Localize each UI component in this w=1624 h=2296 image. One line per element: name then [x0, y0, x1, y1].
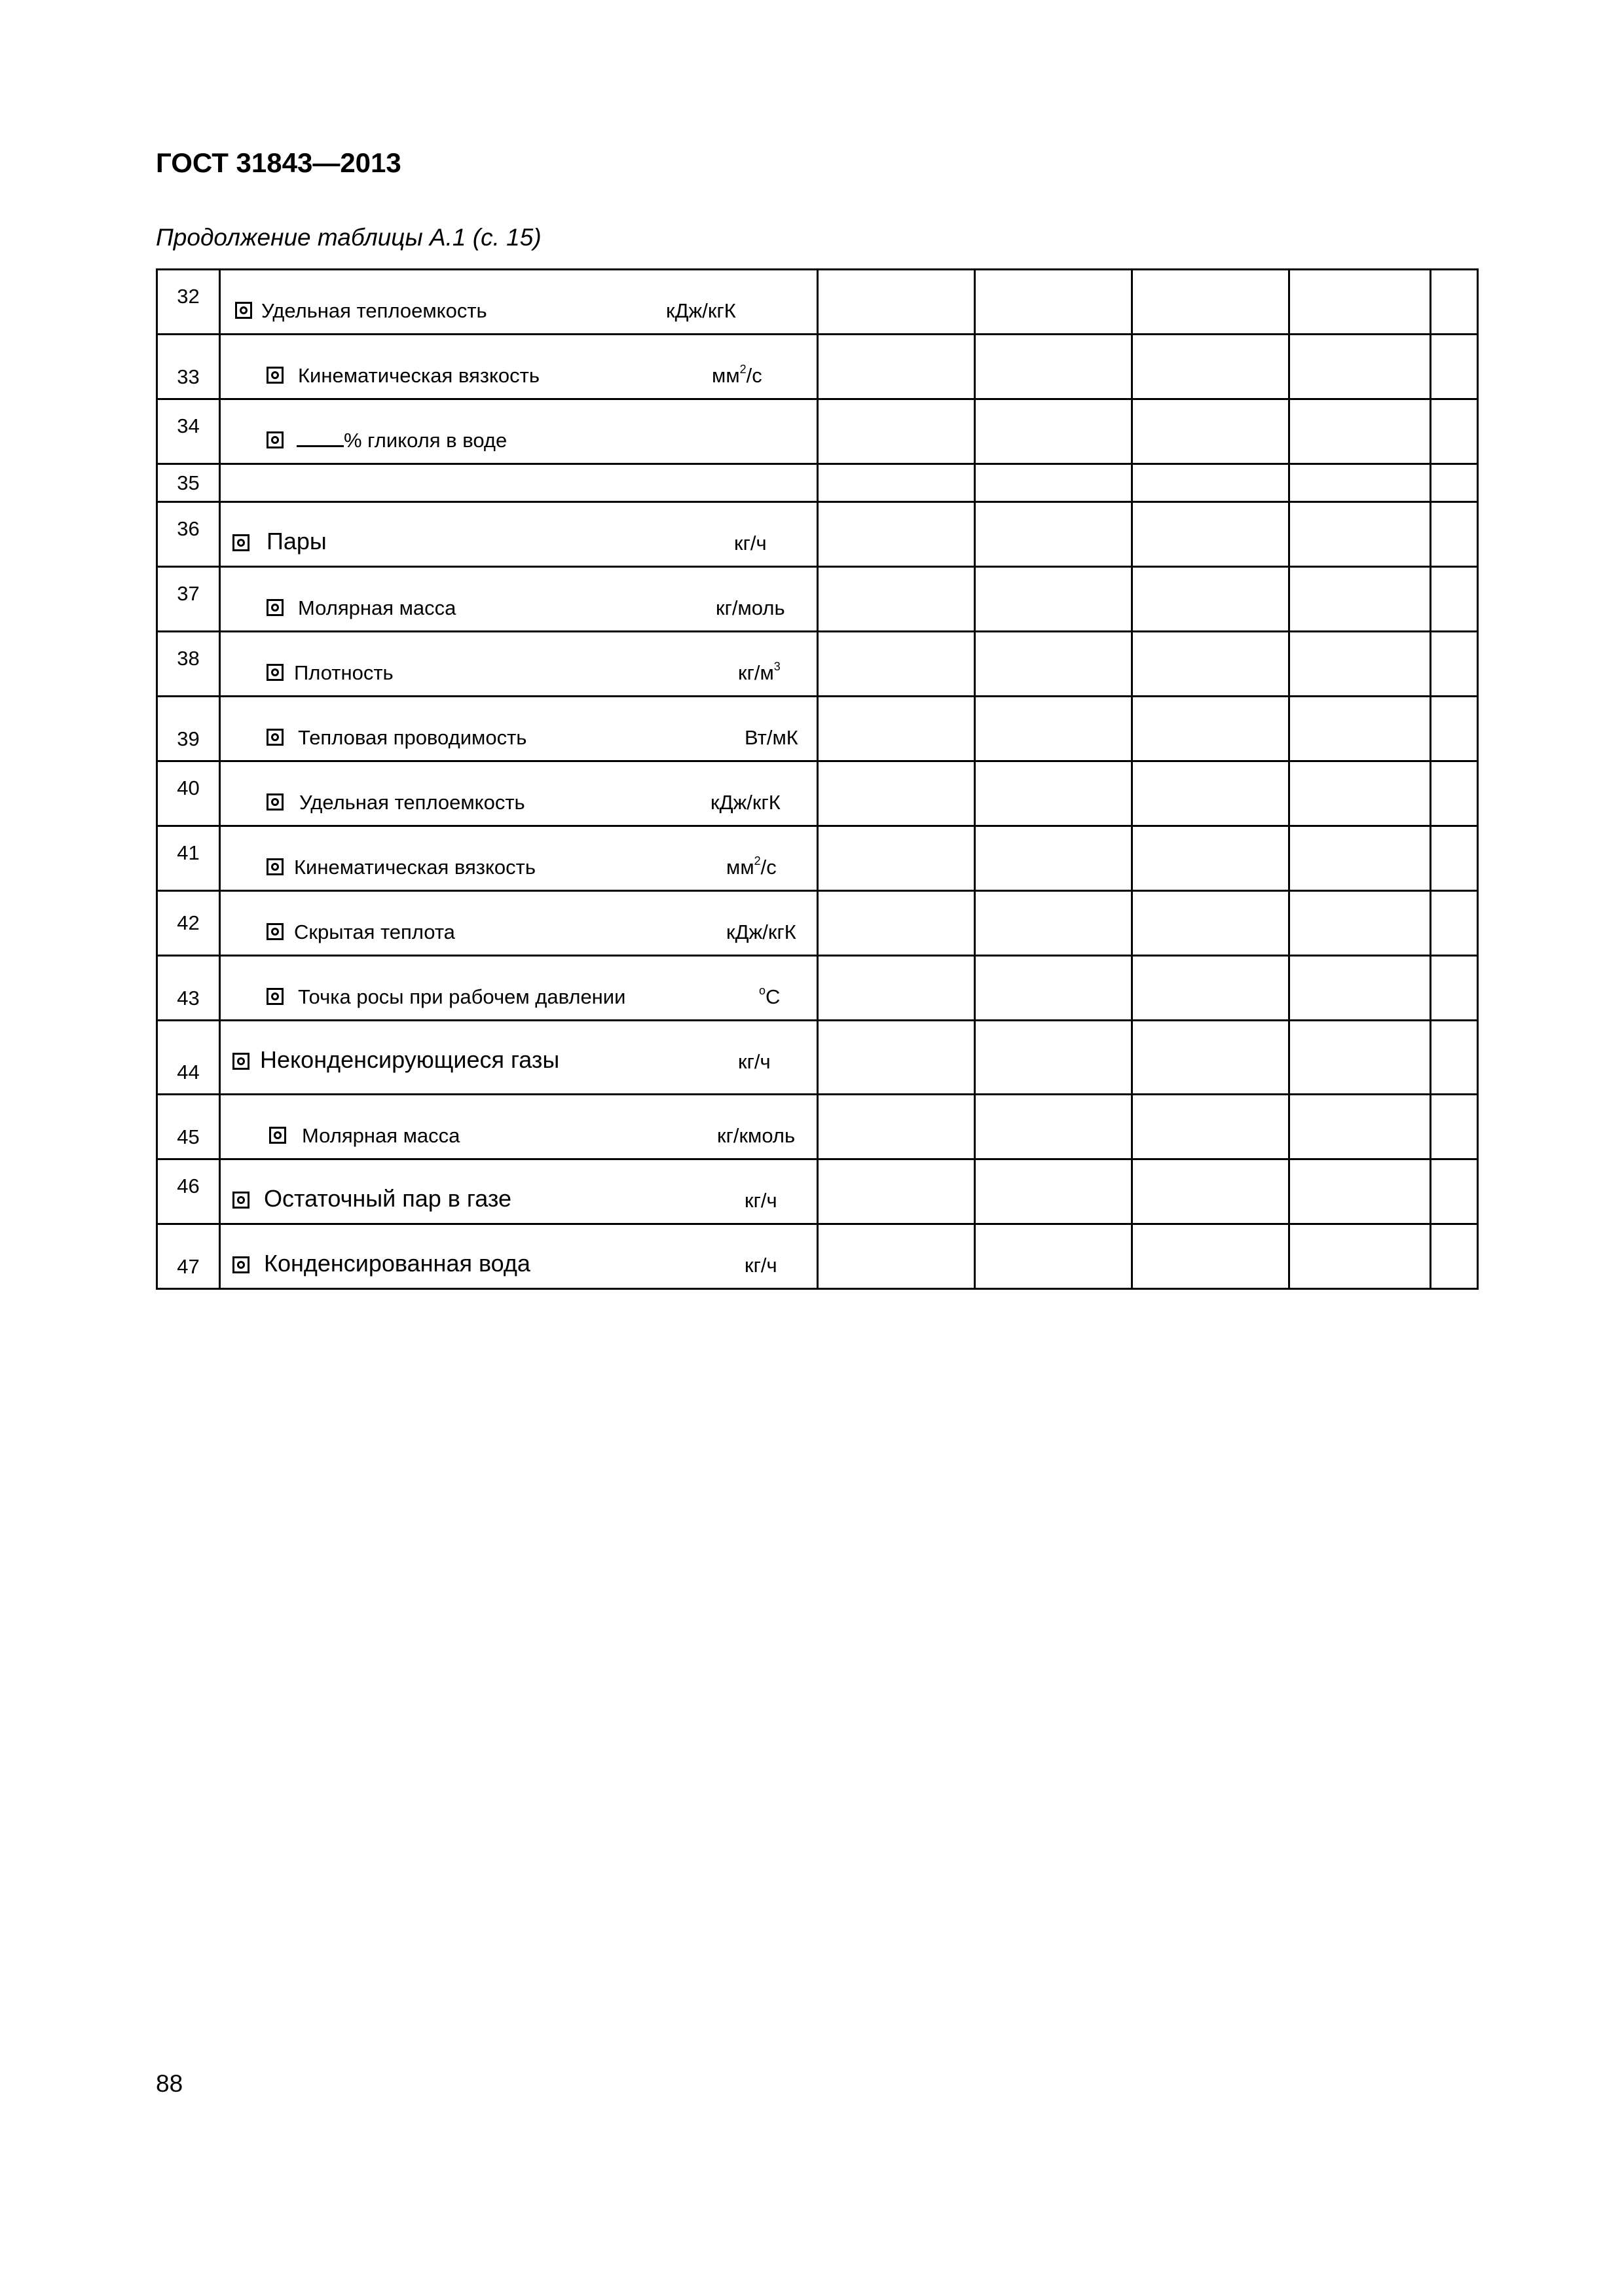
row-number: 36 — [177, 517, 200, 540]
table-row — [157, 399, 1478, 464]
parameter-label: Удельная теплоемкость — [299, 791, 525, 814]
checkbox-icon[interactable] — [232, 1053, 249, 1070]
value-cell[interactable] — [1289, 399, 1431, 464]
value-cell[interactable] — [1132, 632, 1289, 697]
parameter-label: Тепловая проводимость — [298, 726, 527, 749]
unit-label: $кг/м^3$ — [738, 660, 781, 684]
checkbox-icon[interactable] — [267, 431, 284, 448]
value-cell[interactable] — [975, 1021, 1132, 1095]
value-cell[interactable] — [818, 399, 975, 464]
parameter-label: Конденсированная вода — [264, 1250, 530, 1277]
checkbox-icon[interactable] — [232, 534, 249, 551]
parameters-table — [156, 268, 1479, 1290]
checkbox-icon[interactable] — [269, 1127, 286, 1144]
row-number: 47 — [177, 1255, 200, 1278]
value-cell[interactable] — [1431, 1095, 1478, 1159]
value-cell[interactable] — [975, 335, 1132, 399]
checkbox-icon[interactable] — [267, 367, 284, 384]
parameter-label: Неконденсирующиеся газы — [260, 1046, 560, 1073]
value-cell[interactable] — [818, 1095, 975, 1159]
value-cell[interactable] — [1132, 335, 1289, 399]
value-cell[interactable] — [1132, 761, 1289, 826]
table-row — [157, 464, 1478, 502]
value-cell[interactable] — [975, 567, 1132, 632]
value-cell[interactable] — [1431, 1224, 1478, 1289]
table-row — [157, 567, 1478, 632]
page-number: 88 — [156, 2070, 183, 2097]
value-cell[interactable] — [1132, 956, 1289, 1021]
value-cell[interactable] — [818, 1224, 975, 1289]
value-cell[interactable] — [818, 1021, 975, 1095]
value-cell[interactable] — [1431, 270, 1478, 335]
value-cell[interactable] — [1289, 1159, 1431, 1224]
table-row — [157, 502, 1478, 567]
checkbox-icon[interactable] — [232, 1256, 249, 1273]
value-cell[interactable] — [1431, 826, 1478, 891]
row-number: 44 — [177, 1061, 200, 1084]
value-cell[interactable] — [1431, 632, 1478, 697]
row-number: 34 — [177, 414, 200, 437]
value-cell[interactable] — [1289, 464, 1431, 502]
row-number: 32 — [177, 285, 200, 308]
value-cell[interactable] — [1431, 891, 1478, 956]
parameter-label: Остаточный пар в газе — [264, 1185, 511, 1212]
value-cell[interactable] — [1132, 502, 1289, 567]
value-cell[interactable] — [975, 956, 1132, 1021]
value-cell[interactable] — [818, 826, 975, 891]
value-cell[interactable] — [1289, 335, 1431, 399]
value-cell[interactable] — [1431, 956, 1478, 1021]
value-cell[interactable] — [818, 632, 975, 697]
value-cell[interactable] — [1289, 1095, 1431, 1159]
row-number: 45 — [177, 1125, 200, 1148]
value-cell[interactable] — [818, 761, 975, 826]
value-cell[interactable] — [1132, 891, 1289, 956]
table-row — [157, 335, 1478, 399]
value-cell[interactable] — [818, 335, 975, 399]
row-number: 40 — [177, 776, 200, 799]
unit-label: кДж/кгК — [666, 299, 736, 322]
parameter-label: Точка росы при рабочем давлении — [298, 985, 626, 1008]
value-cell[interactable] — [1289, 1224, 1431, 1289]
unit-label: кг/ч — [734, 532, 767, 555]
parameter-label: Плотность — [294, 661, 394, 684]
checkbox-icon[interactable] — [267, 988, 284, 1005]
value-cell[interactable] — [1431, 1159, 1478, 1224]
row-number: 43 — [177, 987, 200, 1010]
checkbox-icon[interactable] — [267, 923, 284, 940]
value-cell[interactable] — [1132, 1159, 1289, 1224]
value-cell[interactable] — [1132, 1095, 1289, 1159]
value-cell[interactable] — [1132, 1224, 1289, 1289]
unit-label: кг/моль — [716, 596, 785, 619]
value-cell[interactable] — [1132, 464, 1289, 502]
value-cell[interactable] — [1289, 632, 1431, 697]
value-cell[interactable] — [1132, 270, 1289, 335]
checkbox-icon[interactable] — [267, 729, 284, 746]
unit-label: кДж/кгК — [726, 920, 796, 943]
value-cell[interactable] — [1431, 335, 1478, 399]
table-row — [157, 1095, 1478, 1159]
unit-label: $мм^2/с$ — [712, 363, 762, 387]
row-number: 42 — [177, 911, 200, 934]
table-row — [157, 891, 1478, 956]
parameter-label: Молярная масса — [298, 596, 456, 619]
glycol-percent-field[interactable] — [297, 428, 344, 447]
row-number: 41 — [177, 841, 200, 864]
checkbox-icon[interactable] — [267, 793, 284, 811]
table-row — [157, 826, 1478, 891]
checkbox-icon[interactable] — [267, 599, 284, 616]
value-cell[interactable] — [975, 761, 1132, 826]
value-cell[interactable] — [975, 1159, 1132, 1224]
table-row — [157, 270, 1478, 335]
parameter-label: Скрытая теплота — [294, 920, 455, 943]
checkbox-icon[interactable] — [267, 858, 284, 875]
value-cell[interactable] — [1431, 399, 1478, 464]
value-cell[interactable] — [1289, 502, 1431, 567]
parameter-label: % гликоля в воде — [297, 428, 507, 452]
row-number: 33 — [177, 365, 200, 388]
value-cell[interactable] — [1431, 761, 1478, 826]
table-row — [157, 1159, 1478, 1224]
value-cell[interactable] — [1132, 826, 1289, 891]
checkbox-icon[interactable] — [232, 1192, 249, 1209]
value-cell[interactable] — [1431, 502, 1478, 567]
value-cell[interactable] — [1289, 956, 1431, 1021]
blank-parameter-cell[interactable] — [220, 464, 818, 502]
value-cell[interactable] — [818, 567, 975, 632]
value-cell[interactable] — [975, 1224, 1132, 1289]
unit-label: $мм^2/с$ — [726, 854, 777, 879]
table-row — [157, 956, 1478, 1021]
value-cell[interactable] — [1132, 399, 1289, 464]
value-cell[interactable] — [1289, 1021, 1431, 1095]
value-cell[interactable] — [818, 697, 975, 761]
table-row — [157, 761, 1478, 826]
document-code: ГОСТ 31843—2013 — [156, 147, 401, 178]
value-cell[interactable] — [1132, 1021, 1289, 1095]
value-cell[interactable] — [818, 891, 975, 956]
table-row — [157, 632, 1478, 697]
unit-label: кг/ч — [738, 1050, 771, 1073]
checkbox-icon[interactable] — [235, 302, 252, 319]
value-cell[interactable] — [975, 502, 1132, 567]
value-cell[interactable] — [1289, 826, 1431, 891]
value-cell[interactable] — [1431, 464, 1478, 502]
unit-label: кг/ч — [745, 1254, 777, 1277]
checkbox-icon[interactable] — [267, 664, 284, 681]
value-cell[interactable] — [975, 826, 1132, 891]
row-number: 46 — [177, 1175, 200, 1197]
value-cell[interactable] — [975, 632, 1132, 697]
value-cell[interactable] — [1132, 697, 1289, 761]
table-row — [157, 1224, 1478, 1289]
value-cell[interactable] — [818, 270, 975, 335]
value-cell[interactable] — [818, 464, 975, 502]
value-cell[interactable] — [1289, 891, 1431, 956]
value-cell[interactable] — [1289, 697, 1431, 761]
parameter-label: Удельная теплоемкость — [261, 299, 487, 322]
value-cell[interactable] — [975, 1095, 1132, 1159]
table-row — [157, 697, 1478, 761]
value-cell[interactable] — [818, 502, 975, 567]
value-cell[interactable] — [818, 1159, 975, 1224]
value-cell[interactable] — [975, 464, 1132, 502]
parameter-label: Молярная масса — [302, 1124, 460, 1147]
unit-label: кг/ч — [745, 1189, 777, 1212]
table-row — [157, 1021, 1478, 1095]
row-number: 37 — [177, 582, 200, 605]
value-cell[interactable] — [1132, 567, 1289, 632]
row-number: 35 — [177, 471, 200, 494]
value-cell[interactable] — [975, 270, 1132, 335]
value-cell[interactable] — [1431, 1021, 1478, 1095]
value-cell[interactable] — [1431, 567, 1478, 632]
value-cell[interactable] — [1289, 270, 1431, 335]
value-cell[interactable] — [1289, 761, 1431, 826]
value-cell[interactable] — [975, 399, 1132, 464]
unit-label: Вт/мК — [745, 726, 798, 749]
table-caption: Продолжение таблицы А.1 (с. 15) — [156, 224, 542, 251]
row-number: 39 — [177, 727, 200, 750]
value-cell[interactable] — [818, 956, 975, 1021]
unit-label: кДж/кгК — [710, 791, 781, 814]
parameter-label: Кинематическая вязкость — [298, 364, 540, 387]
parameter-label: Пары — [267, 528, 327, 555]
value-cell[interactable] — [1289, 567, 1431, 632]
value-cell[interactable] — [975, 697, 1132, 761]
unit-label: $^o$С — [759, 984, 781, 1008]
value-cell[interactable] — [1431, 697, 1478, 761]
row-number: 38 — [177, 647, 200, 670]
parameter-label: Кинематическая вязкость — [294, 856, 536, 879]
value-cell[interactable] — [975, 891, 1132, 956]
unit-label: кг/кмоль — [717, 1124, 796, 1147]
